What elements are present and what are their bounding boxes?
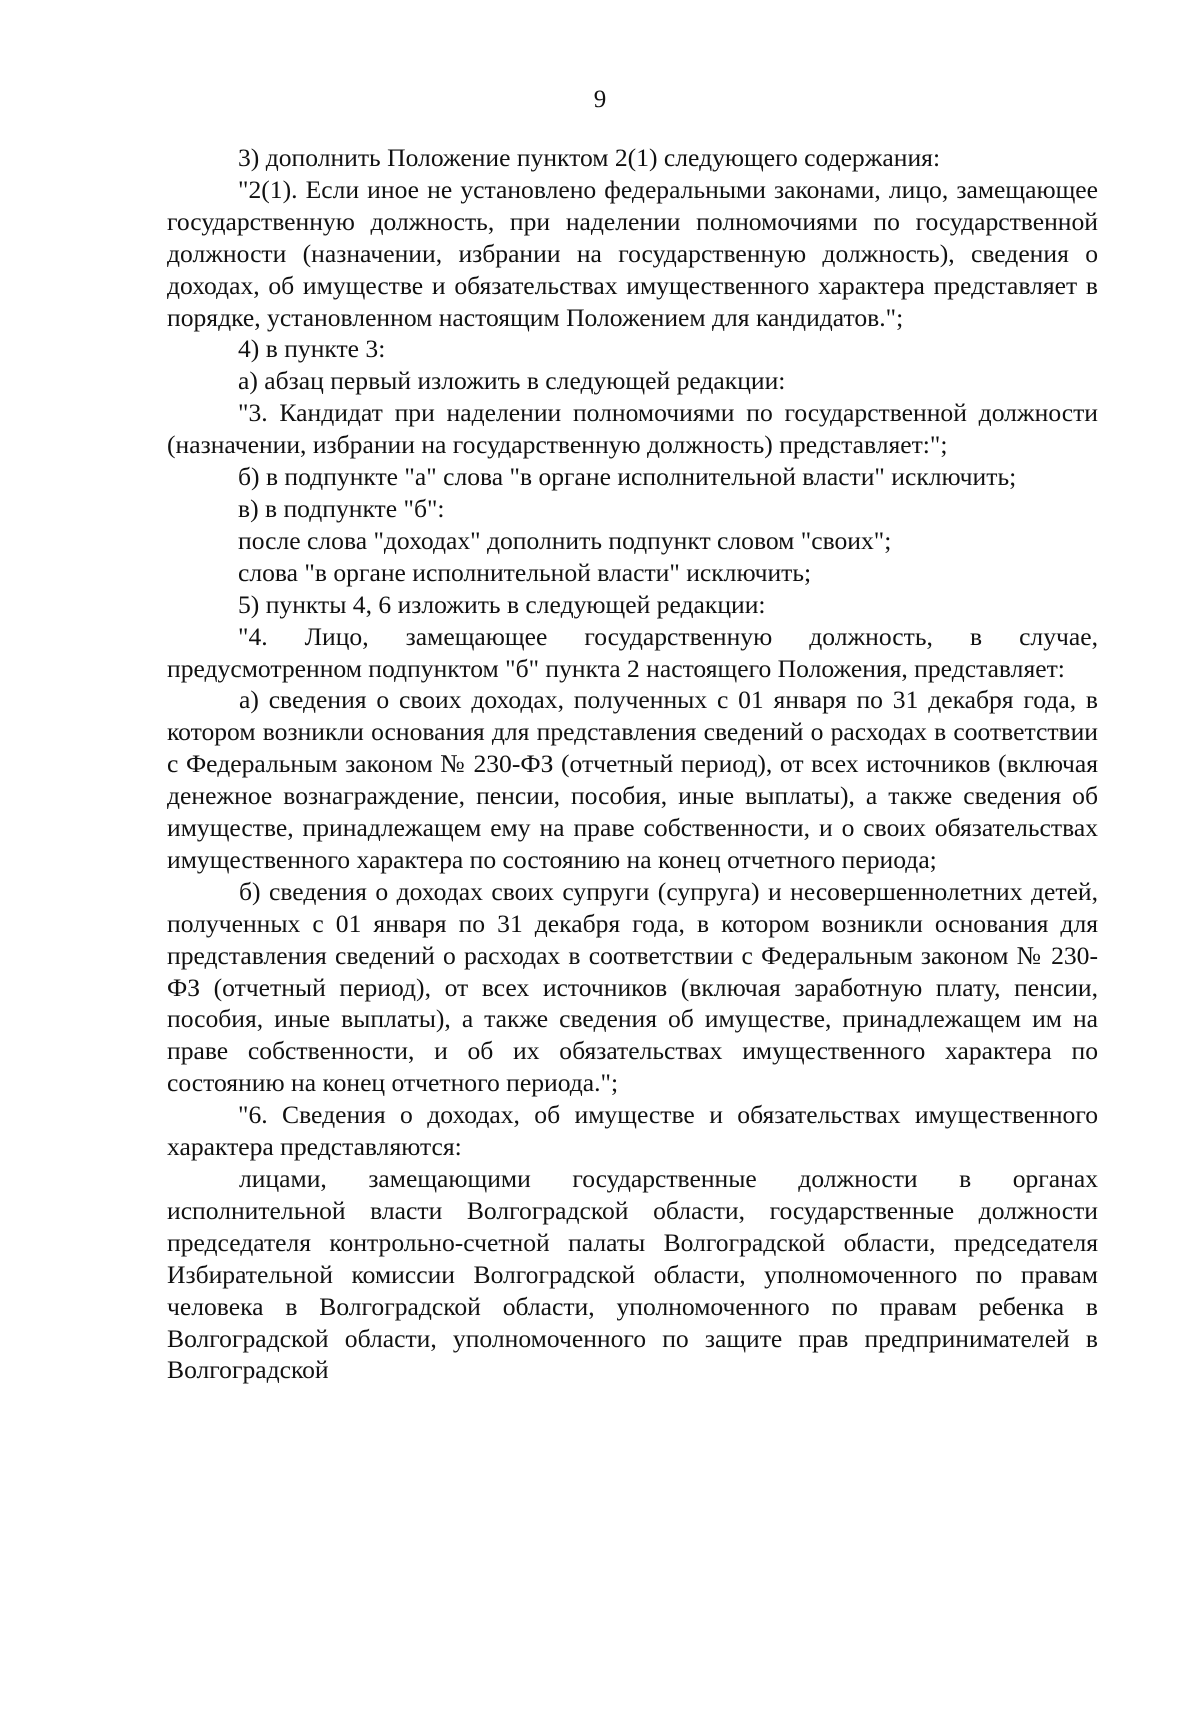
paragraph-exclude-words: слова "в органе исполнительной власти" исключить; <box>238 557 812 587</box>
paragraph-subitem-v: в) в подпункте "б": <box>238 493 445 523</box>
paragraph-add-word: после слова "доходах" дополнить подпункт словом "своих"; <box>238 525 892 555</box>
paragraph-clause-6-persons: лицами, замещающими государственные должности в органах исполнительной власти Волгоградской области, государственные должности председателя контрольно-счетной палаты Волгоградской области, председателя Избирательной комиссии Волгоградской области, уполномоченного по правам человека в Волгоградской области, уполномоченного по правам ребенка в Волгоградской области, уполномоченного по защите прав предпринимателей в Волгоградской <box>167 1164 1098 1385</box>
paragraph-clause-6: "6. Сведения о доходах, об имуществе и обязательствах имущественного характера представляются: <box>167 1100 1098 1162</box>
paragraph-clause-4-b: б) сведения о доходах своих супруги (супруга) и несовершеннолетних детей, полученных с 01 января по 31 декабря года, в котором возникли основания для представления сведений о расходах в соответствии с Федеральным законом № 230-ФЗ (отчетный период), от всех источников (включая заработную плату, пенсии, пособия, иные выплаты), а также сведения об имуществе, принадлежащем им на праве собственности, и об их обязательствах имущественного характера по состоянию на конец отчетного периода."; <box>167 876 1098 1098</box>
paragraph-item-5: 5) пункты 4, 6 изложить в следующей редакции: <box>238 589 766 619</box>
paragraph-subitem-b: б) в подпункте "а" слова "в органе исполнительной власти" исключить; <box>238 462 1017 492</box>
paragraph-item-3-amendment: 3) дополнить Положение пунктом 2(1) следующего содержания: <box>238 143 941 172</box>
paragraph-clause-4: "4. Лицо, замещающее государственную должность, в случае, предусмотренном подпунктом "б" пункта 2 настоящего Положения, представляет: <box>167 621 1098 683</box>
paragraph-subitem-a: а) абзац первый изложить в следующей редакции: <box>238 366 786 396</box>
paragraph-clause-3: "3. Кандидат при наделении полномочиями по государственной должности (назначении, избрании на государственную должность) представляет:"; <box>167 398 1098 460</box>
paragraph-clause-2-1: "2(1). Если иное не установлено федеральными законами, лицо, замещающее государственную должность, при наделении полномочиями по государственной должности (назначении, избрании на государственную должность), сведения о доходах, об имуществе и обязательствах имущественного характера представляет в порядке, установленном настоящим Положением для кандидатов."; <box>167 174 1098 332</box>
page-number: 9 <box>593 86 607 113</box>
paragraph-item-4: 4) в пункте 3: <box>238 334 386 364</box>
paragraph-clause-4-a: а) сведения о своих доходах, полученных с 01 января по 31 декабря года, в котором возникли основания для представления сведений о расходах в соответствии с Федеральным законом № 230-ФЗ (отчетный период), от всех источников (включая денежное вознаграждение, пенсии, пособия, иные выплаты), а также сведения об имуществе, принадлежащем ему на праве собственности, и о своих обязательствах имущественного характера по состоянию на конец отчетного периода; <box>167 685 1098 874</box>
document-body <box>167 142 1098 1386</box>
